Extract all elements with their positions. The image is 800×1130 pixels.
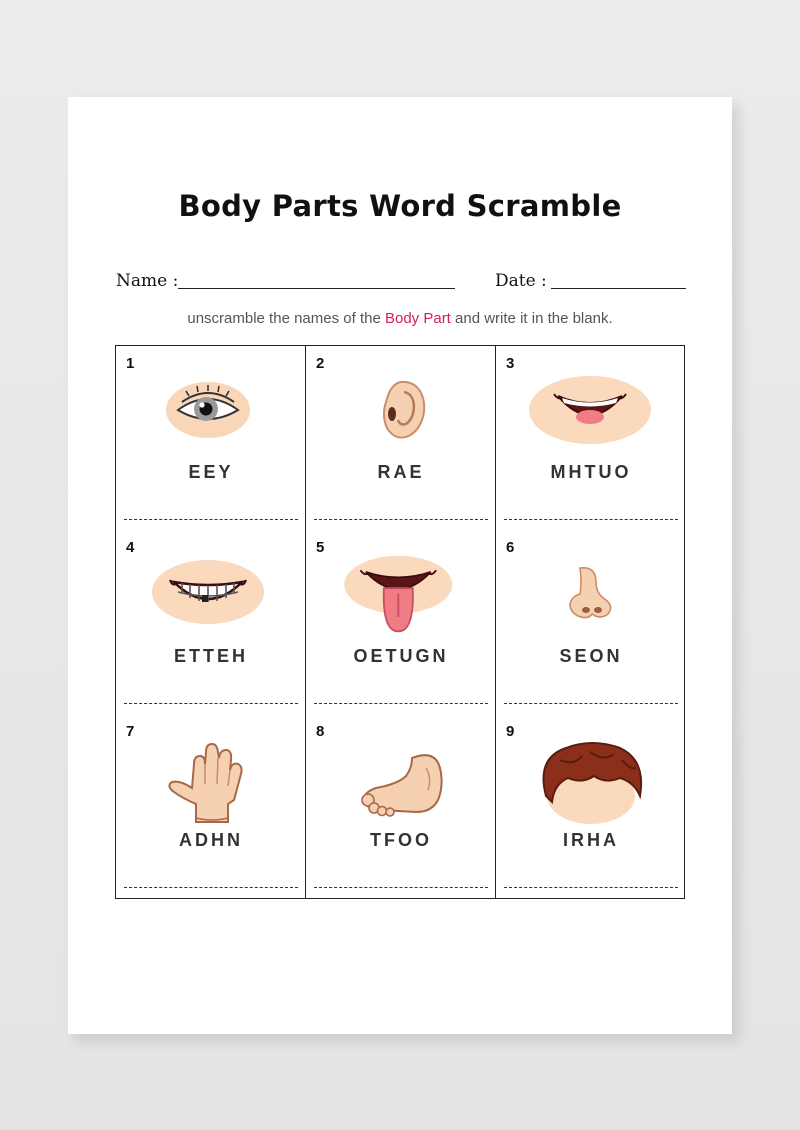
name-label: Name : xyxy=(116,271,179,291)
item-number: 2 xyxy=(316,355,325,372)
scramble-cell-2 xyxy=(306,346,496,530)
instruction-highlight: Body Part xyxy=(384,310,451,327)
scramble-cell-5 xyxy=(306,530,496,714)
item-number: 3 xyxy=(506,355,515,372)
scrambled-word: OETUGN xyxy=(353,646,449,666)
mouth-icon xyxy=(496,370,686,460)
scrambled-word: IRHA xyxy=(563,830,619,850)
answer-blank[interactable] xyxy=(124,519,298,520)
item-number: 1 xyxy=(126,355,135,372)
item-number: 7 xyxy=(126,723,135,740)
answer-blank[interactable] xyxy=(314,703,488,704)
scrambled-word: TFOO xyxy=(370,830,432,850)
scramble-cell-9 xyxy=(496,714,686,898)
name-blank-line[interactable] xyxy=(178,288,455,289)
scrambled-word: RAE xyxy=(377,462,425,482)
instruction-text-end: and write it in the blank. xyxy=(455,310,613,327)
scramble-cell-3 xyxy=(496,346,686,530)
eye-icon xyxy=(116,370,306,460)
nose-icon xyxy=(496,554,686,644)
tongue-icon xyxy=(306,554,496,644)
answer-blank[interactable] xyxy=(124,887,298,888)
scramble-cell-1 xyxy=(116,346,306,530)
answer-blank[interactable] xyxy=(124,703,298,704)
instructions xyxy=(68,310,732,327)
scrambled-word: ADHN xyxy=(179,830,243,850)
scramble-cell-6 xyxy=(496,530,686,714)
scrambled-word: MHTUO xyxy=(550,462,632,482)
teeth-icon xyxy=(116,554,306,644)
ear-icon xyxy=(306,370,496,460)
answer-blank[interactable] xyxy=(504,519,678,520)
worksheet-title: Body Parts Word Scramble xyxy=(178,189,622,223)
item-number: 5 xyxy=(316,539,325,556)
scrambled-word: SEON xyxy=(559,646,623,666)
answer-blank[interactable] xyxy=(314,887,488,888)
scrambled-word: ETTEH xyxy=(173,646,248,666)
date-label: Date : xyxy=(495,271,547,291)
scramble-cell-8 xyxy=(306,714,496,898)
item-number: 4 xyxy=(126,539,135,556)
hair-icon xyxy=(496,738,686,828)
item-number: 9 xyxy=(506,723,515,740)
hand-icon xyxy=(116,738,306,828)
answer-blank[interactable] xyxy=(314,519,488,520)
scramble-cell-7 xyxy=(116,714,306,898)
answer-blank[interactable] xyxy=(504,887,678,888)
scrambled-word: EEY xyxy=(188,462,234,482)
item-number: 8 xyxy=(316,723,325,740)
scramble-grid xyxy=(115,345,685,899)
foot-icon xyxy=(306,738,496,828)
worksheet-page xyxy=(68,97,732,1034)
item-number: 6 xyxy=(506,539,515,556)
scramble-cell-4 xyxy=(116,530,306,714)
instruction-text-start: unscramble the names of the xyxy=(187,310,381,327)
date-blank-line[interactable] xyxy=(551,288,686,289)
answer-blank[interactable] xyxy=(504,703,678,704)
